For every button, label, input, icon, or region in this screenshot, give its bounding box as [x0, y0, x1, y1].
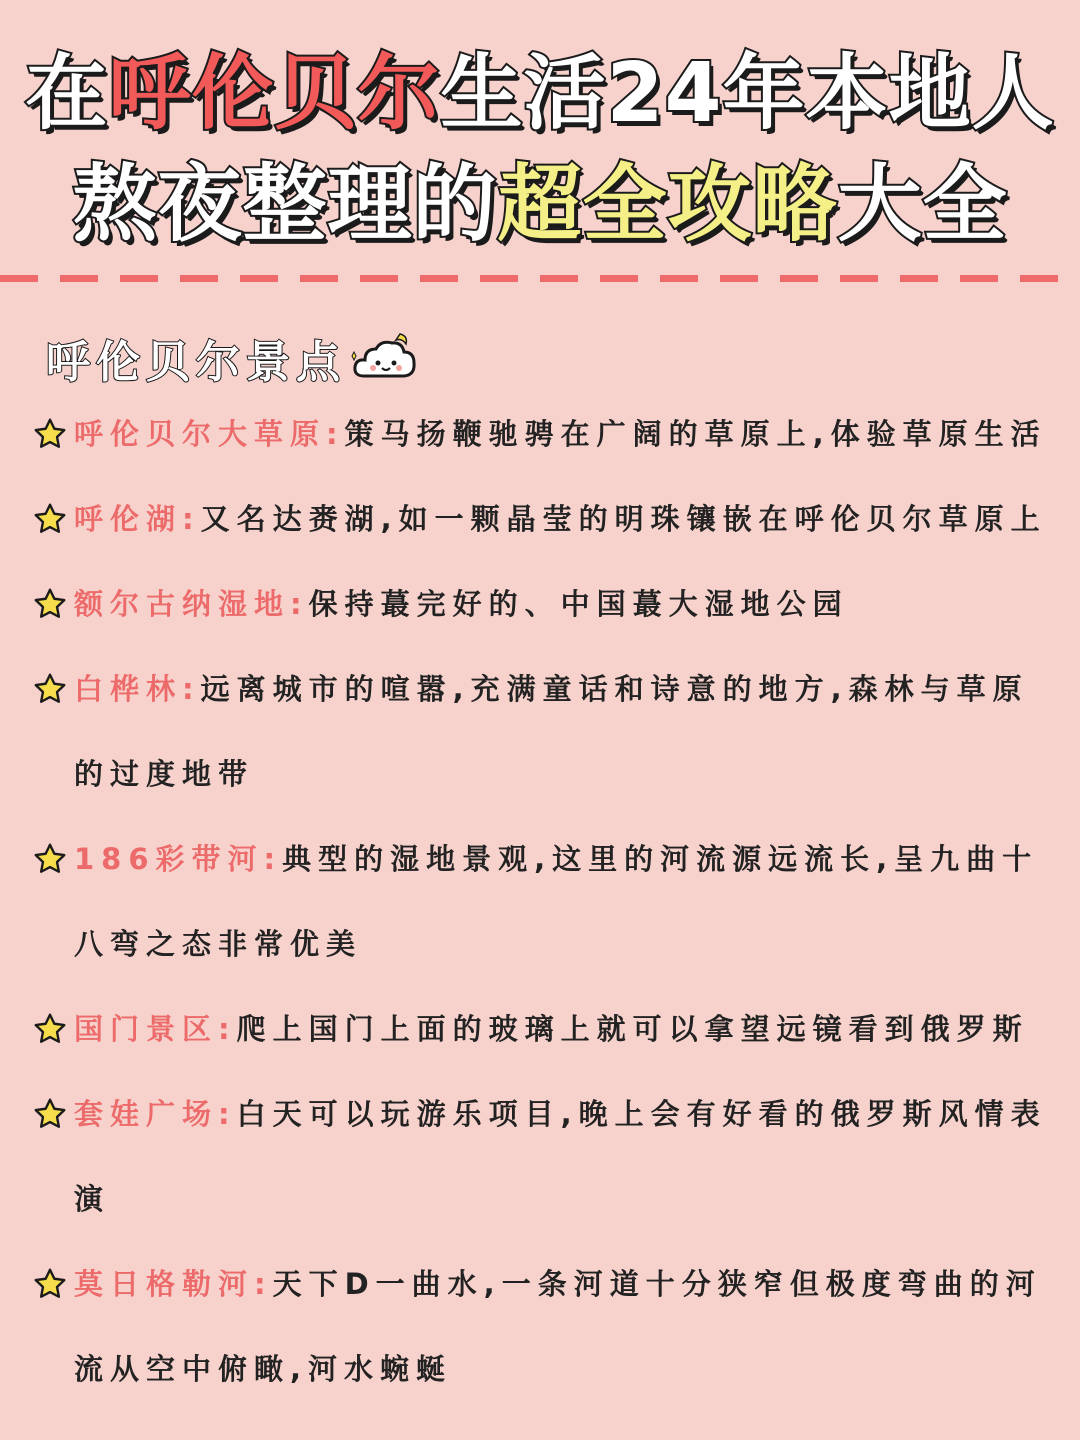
list-item	[0, 1072, 1080, 1242]
title-segment: 在	[25, 46, 109, 141]
item-desc: 策马扬鞭驰骋在广阔的草原上,体验草原生活	[344, 417, 1047, 451]
list-item	[0, 562, 1080, 647]
star-icon	[32, 501, 68, 537]
title-segment: 熬夜整理的	[72, 155, 498, 253]
star-icon	[32, 586, 68, 622]
star-icon	[32, 671, 68, 707]
item-name: 额尔古纳湿地:	[74, 587, 309, 621]
cloud-icon	[350, 328, 420, 388]
title-segment: 生活24年本地人	[440, 46, 1055, 141]
list-item	[0, 392, 1080, 477]
item-desc: 爬上国门上面的玻璃上就可以拿望远镜看到俄罗斯	[236, 1012, 1029, 1046]
attraction-list	[0, 392, 1080, 1412]
item-desc: 远离城市的喧嚣,充满童话和诗意的地方,森林与草原的过度地带	[74, 672, 1029, 791]
item-name: 套娃广场:	[74, 1097, 237, 1131]
page-title	[0, 40, 1080, 258]
list-item	[0, 1242, 1080, 1412]
item-desc: 天下D一曲水,一条河道十分狭窄但极度弯曲的河流从空中俯瞰,河水蜿蜒	[74, 1267, 1042, 1386]
item-desc: 又名达赉湖,如一颗晶莹的明珠镶嵌在呼伦贝尔草原上	[200, 502, 1047, 536]
star-icon	[32, 1011, 68, 1047]
item-desc: 保持蕞完好的、中国蕞大湿地公园	[308, 587, 849, 621]
item-name: 莫日格勒河:	[74, 1267, 273, 1301]
star-icon	[32, 1266, 68, 1302]
list-item	[0, 647, 1080, 817]
item-desc: 白天可以玩游乐项目,晚上会有好看的俄罗斯风情表演	[74, 1097, 1047, 1216]
dashed-divider	[0, 275, 1080, 282]
title-line-1	[0, 40, 1080, 148]
section-header	[46, 326, 420, 390]
list-item	[0, 817, 1080, 987]
item-name: 186彩带河:	[74, 842, 283, 876]
item-name: 国门景区:	[74, 1012, 237, 1046]
item-name: 呼伦湖:	[74, 502, 201, 536]
star-icon	[32, 1096, 68, 1132]
item-name: 呼伦贝尔大草原:	[74, 417, 345, 451]
title-segment-highlight: 呼伦贝尔	[108, 46, 441, 141]
list-item	[0, 477, 1080, 562]
item-name: 白桦林:	[74, 672, 201, 706]
section-title: 呼伦贝尔景点	[46, 337, 346, 388]
list-item	[0, 987, 1080, 1072]
title-segment: 大全	[837, 155, 1008, 253]
star-icon	[32, 416, 68, 452]
title-segment-highlight: 超全攻略	[497, 155, 838, 253]
title-line-2	[0, 150, 1080, 258]
item-desc: 典型的湿地景观,这里的河流源远流长,呈九曲十八弯之态非常优美	[74, 842, 1039, 961]
star-icon	[32, 841, 68, 877]
